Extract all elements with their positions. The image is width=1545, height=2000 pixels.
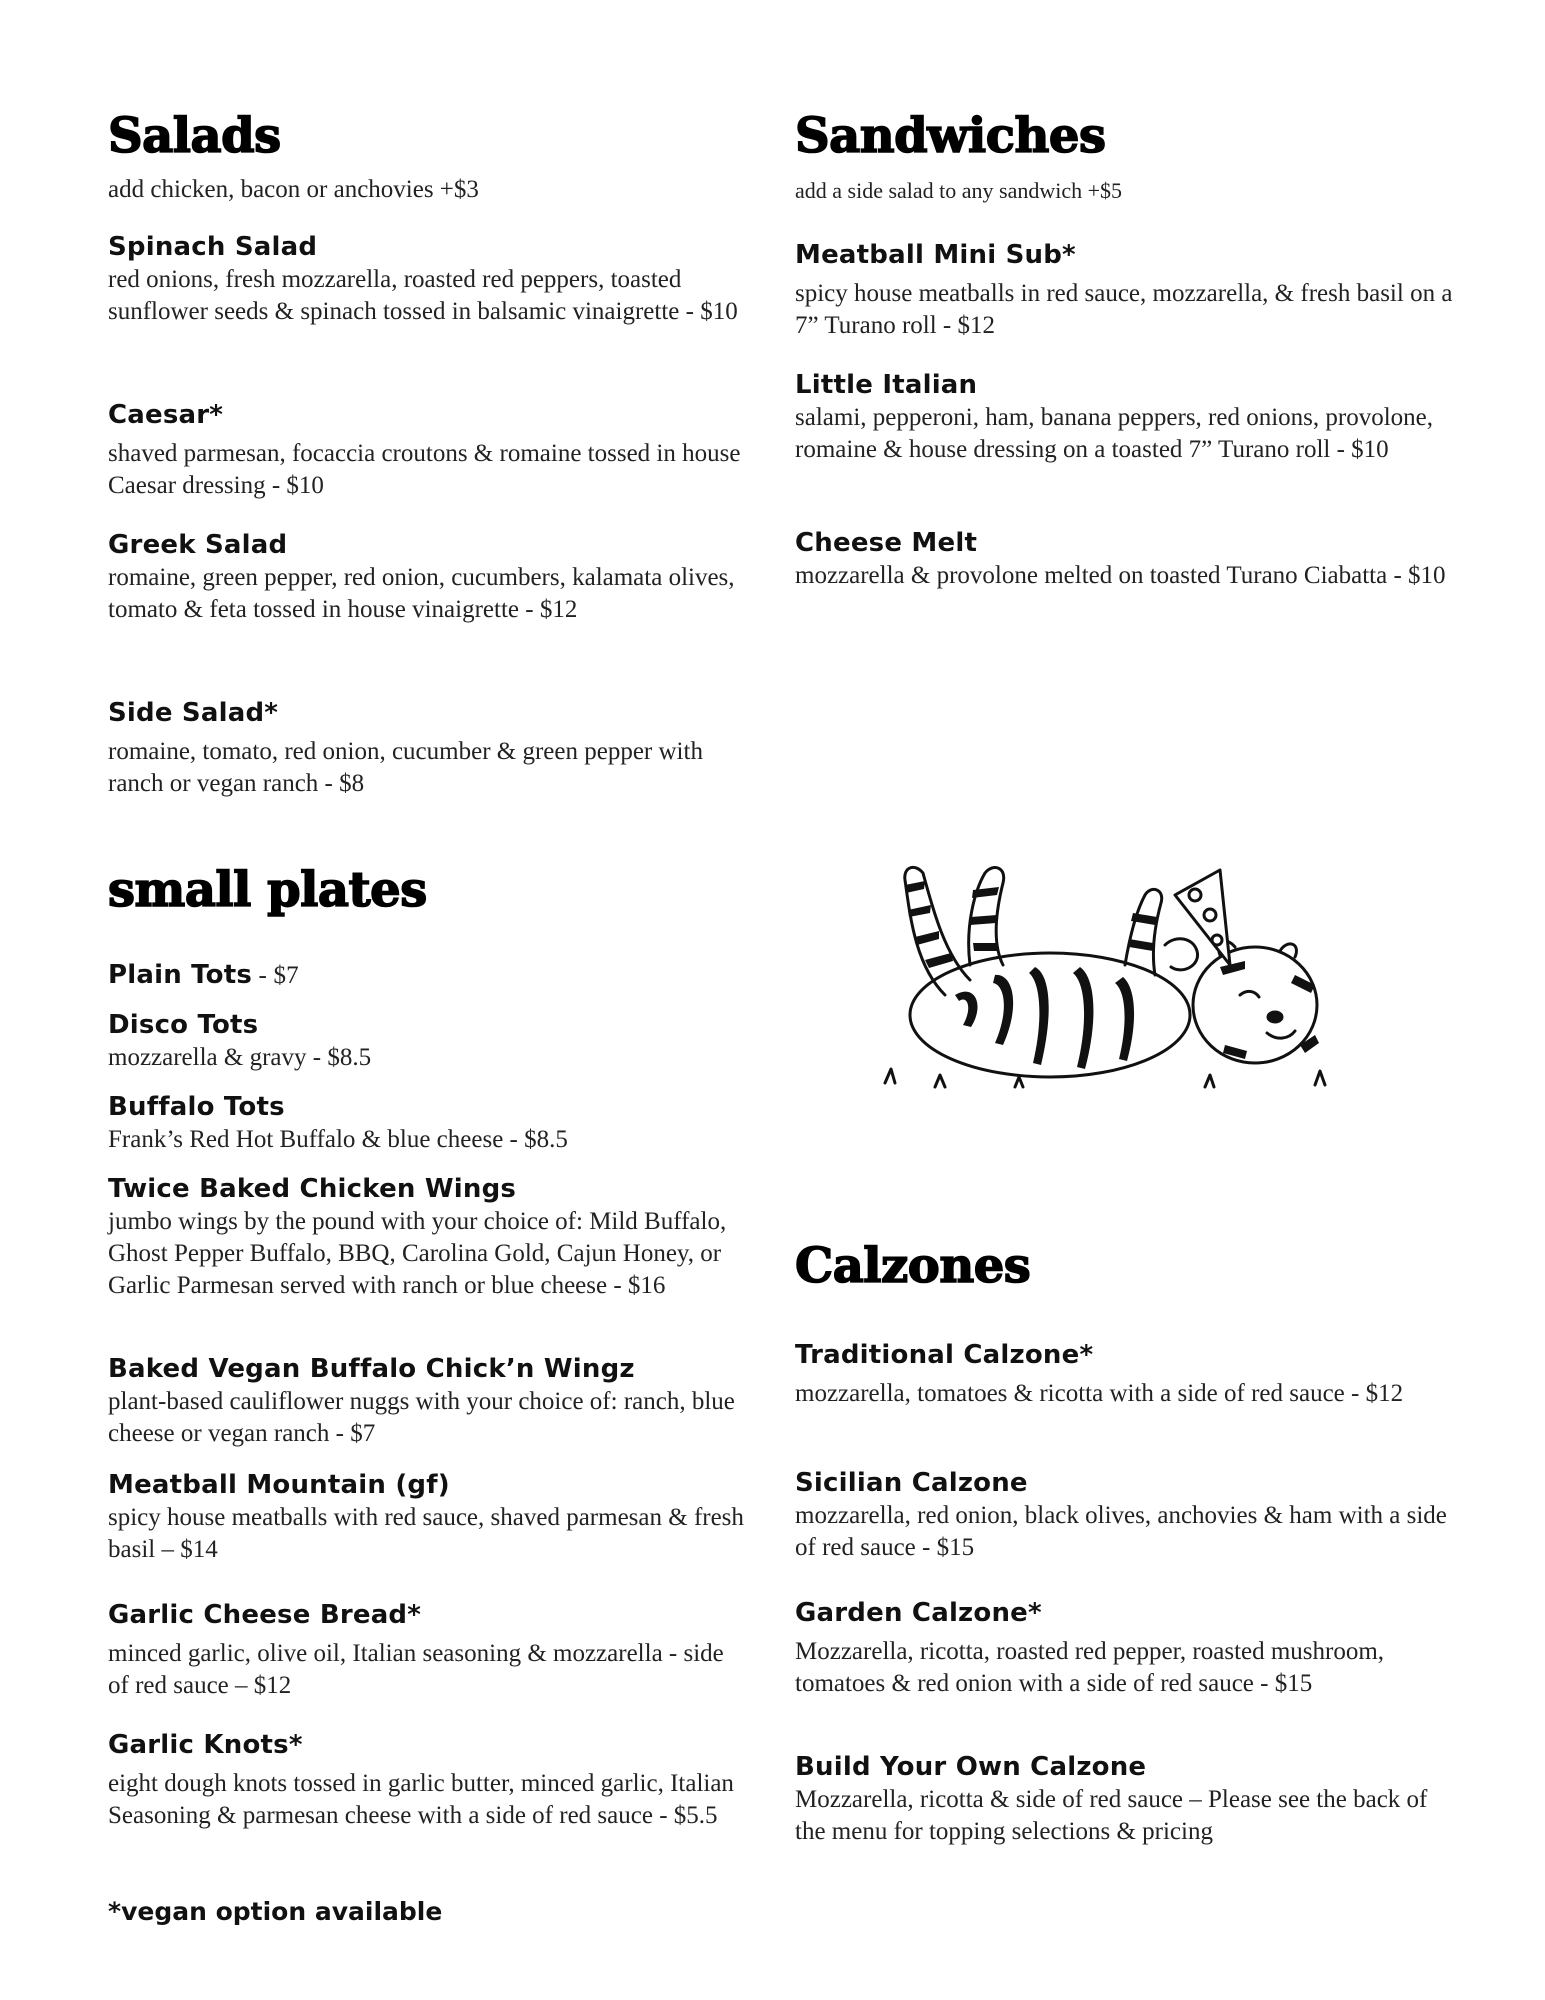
item-name: Sicilian Calzone bbox=[795, 1468, 1028, 1498]
item-name: Meatball Mini Sub* bbox=[795, 240, 1076, 270]
menu-item bbox=[108, 1352, 748, 1450]
item-name: Meatball Mountain (gf) bbox=[108, 1470, 450, 1500]
item-name: Baked Vegan Buffalo Chick’n Wingz bbox=[108, 1354, 635, 1384]
tiger-eating-pizza-icon bbox=[875, 855, 1345, 1095]
menu-item bbox=[108, 1008, 748, 1074]
item-name: Side Salad* bbox=[108, 698, 279, 728]
item-desc: Mozzarella, ricotta & side of red sauce – Please see the back of the menu for topping selections & pricing bbox=[795, 1786, 1428, 1845]
calzones-title: Calzones bbox=[795, 1238, 1031, 1294]
item-name: Traditional Calzone* bbox=[795, 1340, 1094, 1370]
item-name-text: Plain Tots bbox=[108, 960, 253, 990]
item-name: Greek Salad bbox=[108, 530, 288, 560]
item-name: Build Your Own Calzone bbox=[795, 1752, 1147, 1782]
menu-item bbox=[795, 1466, 1455, 1564]
item-desc: mozzarella & provolone melted on toasted Turano Ciabatta - $10 bbox=[795, 562, 1446, 589]
item-desc: Mozzarella, ricotta, roasted red pepper, roasted mushroom, tomatoes & red onion with a side of red sauce - $15 bbox=[795, 1638, 1385, 1697]
menu-item bbox=[108, 696, 748, 800]
vegan-footnote: *vegan option available bbox=[108, 1897, 443, 1926]
item-name: Garden Calzone* bbox=[795, 1598, 1042, 1628]
item-desc: mozzarella & gravy - $8.5 bbox=[108, 1044, 372, 1071]
item-name: Cheese Melt bbox=[795, 528, 978, 558]
item-desc: red onions, fresh mozzarella, roasted red peppers, toasted sunflower seeds & spinach tossed in balsamic vinaigrette - $10 bbox=[108, 266, 738, 325]
item-name: Twice Baked Chicken Wings bbox=[108, 1174, 517, 1204]
small-plates-title: small plates bbox=[108, 862, 427, 918]
item-desc: eight dough knots tossed in garlic butter, minced garlic, Italian Seasoning & parmesan cheese with a side of red sauce - $5.5 bbox=[108, 1770, 734, 1829]
item-name: Buffalo Tots bbox=[108, 1092, 285, 1122]
item-desc: mozzarella, tomatoes & ricotta with a side of red sauce - $12 bbox=[795, 1380, 1404, 1407]
menu-item bbox=[795, 526, 1455, 592]
item-name bbox=[108, 958, 748, 993]
menu-item bbox=[108, 230, 748, 328]
item-desc: spicy house meatballs with red sauce, shaved parmesan & fresh basil – $14 bbox=[108, 1504, 744, 1563]
item-desc: romaine, tomato, red onion, cucumber & green pepper with ranch or vegan ranch - $8 bbox=[108, 738, 703, 797]
menu-item bbox=[108, 958, 748, 993]
item-name: Caesar* bbox=[108, 400, 224, 430]
item-desc: spicy house meatballs in red sauce, mozzarella, & fresh basil on a 7” Turano roll - $12 bbox=[795, 280, 1453, 339]
sandwiches-note: add a side salad to any sandwich +$5 bbox=[795, 178, 1123, 203]
item-desc: plant-based cauliflower nuggs with your choice of: ranch, blue cheese or vegan ranch - $7 bbox=[108, 1388, 735, 1447]
menu-item bbox=[108, 1090, 748, 1156]
item-name: Spinach Salad bbox=[108, 232, 318, 262]
item-price: - $7 bbox=[252, 962, 299, 989]
menu-item bbox=[108, 1468, 748, 1566]
menu-item bbox=[795, 1596, 1455, 1700]
item-desc: minced garlic, olive oil, Italian seasoning & mozzarella - side of red sauce – $12 bbox=[108, 1640, 724, 1699]
salads-note: add chicken, bacon or anchovies +$3 bbox=[108, 176, 479, 203]
item-name: Little Italian bbox=[795, 370, 978, 400]
menu-item bbox=[108, 398, 748, 502]
menu-item bbox=[795, 1750, 1455, 1848]
menu-item bbox=[795, 368, 1455, 466]
menu-item bbox=[795, 1338, 1455, 1410]
item-desc: mozzarella, red onion, black olives, anchovies & ham with a side of red sauce - $15 bbox=[795, 1502, 1447, 1561]
item-desc: jumbo wings by the pound with your choice of: Mild Buffalo, Ghost Pepper Buffalo, BBQ, Carolina Gold, Cajun Honey, or Garlic Parmesan served with ranch or blue cheese - $16 bbox=[108, 1208, 727, 1299]
item-name: Garlic Knots* bbox=[108, 1730, 303, 1760]
salads-title: Salads bbox=[108, 108, 281, 164]
item-desc: shaved parmesan, focaccia croutons & romaine tossed in house Caesar dressing - $10 bbox=[108, 440, 741, 499]
menu-item bbox=[108, 1728, 748, 1832]
item-desc: romaine, green pepper, red onion, cucumbers, kalamata olives, tomato & feta tossed in house vinaigrette - $12 bbox=[108, 564, 735, 623]
menu-item bbox=[795, 238, 1455, 342]
menu-item bbox=[108, 528, 748, 626]
sandwiches-title: Sandwiches bbox=[795, 108, 1106, 164]
item-desc: Frank’s Red Hot Buffalo & blue cheese - $8.5 bbox=[108, 1126, 568, 1153]
menu-item bbox=[108, 1598, 748, 1702]
item-name: Disco Tots bbox=[108, 1010, 259, 1040]
item-desc: salami, pepperoni, ham, banana peppers, red onions, provolone, romaine & house dressing on a toasted 7” Turano roll - $10 bbox=[795, 404, 1434, 463]
menu-item bbox=[108, 1172, 748, 1302]
item-name: Garlic Cheese Bread* bbox=[108, 1600, 422, 1630]
